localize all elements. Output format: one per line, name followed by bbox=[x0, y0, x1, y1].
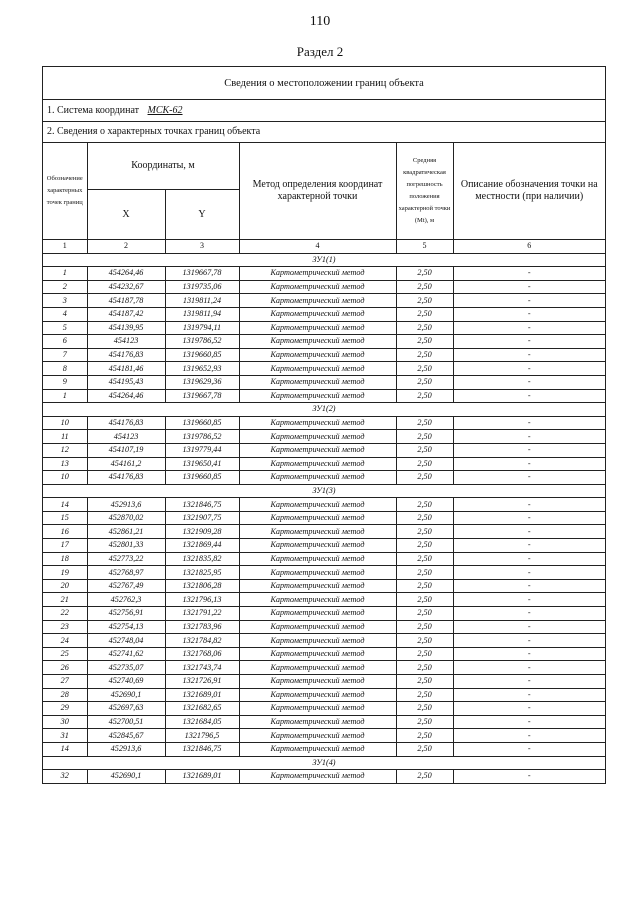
table-cell: 17 bbox=[43, 539, 87, 553]
table-cell: 452700,51 bbox=[87, 715, 165, 729]
table-cell: 454264,46 bbox=[87, 389, 165, 403]
header-method: Метод определения координат характерной точки bbox=[239, 143, 396, 240]
table-cell: 454187,78 bbox=[87, 294, 165, 308]
table-cell: 1319811,24 bbox=[165, 294, 239, 308]
table-row bbox=[43, 634, 605, 648]
table-cell: Картометрический метод bbox=[239, 634, 396, 648]
table-cell: 2,50 bbox=[396, 307, 453, 321]
table-cell: 2,50 bbox=[396, 552, 453, 566]
table-cell: 452735,07 bbox=[87, 661, 165, 675]
table-cell: 1321768,06 bbox=[165, 647, 239, 661]
coord-system-label: 1. Система координат bbox=[47, 105, 140, 116]
table-cell: Картометрический метод bbox=[239, 566, 396, 580]
table-cell: 13 bbox=[43, 457, 87, 471]
table-cell: 1319652,93 bbox=[165, 362, 239, 376]
table-cell: 28 bbox=[43, 688, 87, 702]
column-numbers-row bbox=[43, 240, 605, 254]
form-title: Сведения о местоположении границ объекта bbox=[43, 67, 605, 100]
column-number: 1 bbox=[43, 240, 87, 254]
section-heading: Раздел 2 bbox=[296, 44, 344, 59]
table-cell: 1319794,11 bbox=[165, 321, 239, 335]
table-cell: 2,50 bbox=[396, 430, 453, 444]
table-row bbox=[43, 511, 605, 525]
group-label: ЗУ1(1) bbox=[43, 253, 605, 267]
table-cell: 16 bbox=[43, 525, 87, 539]
table-cell: 452697,63 bbox=[87, 702, 165, 716]
group-label: ЗУ1(3) bbox=[43, 484, 605, 498]
table-cell: 2,50 bbox=[396, 267, 453, 281]
table-cell: 2,50 bbox=[396, 335, 453, 349]
table-row bbox=[43, 552, 605, 566]
table-cell: 1319667,78 bbox=[165, 267, 239, 281]
table-cell: Картометрический метод bbox=[239, 742, 396, 756]
table-row bbox=[43, 457, 605, 471]
table-cell: 452913,6 bbox=[87, 742, 165, 756]
table-row bbox=[43, 430, 605, 444]
table-cell: 2,50 bbox=[396, 362, 453, 376]
table-cell: 1321846,75 bbox=[165, 498, 239, 512]
table-row bbox=[43, 661, 605, 675]
table-row bbox=[43, 471, 605, 485]
table-cell: 452861,21 bbox=[87, 525, 165, 539]
table-cell: - bbox=[453, 335, 605, 349]
table-cell: 2,50 bbox=[396, 498, 453, 512]
table-cell: 1321825,95 bbox=[165, 566, 239, 580]
table-cell: 2,50 bbox=[396, 742, 453, 756]
header-point-id: Обозначение характерных точек границ bbox=[43, 143, 87, 240]
table-cell: 454176,83 bbox=[87, 348, 165, 362]
table-cell: 452870,02 bbox=[87, 511, 165, 525]
header-coordinates: Координаты, м bbox=[87, 143, 239, 190]
table-cell: 1319786,52 bbox=[165, 430, 239, 444]
table-cell: 454187,42 bbox=[87, 307, 165, 321]
table-cell: 4 bbox=[43, 307, 87, 321]
header-y: Y bbox=[165, 190, 239, 240]
page-number: 110 bbox=[309, 14, 331, 29]
table-cell: 2,50 bbox=[396, 729, 453, 743]
table-cell: - bbox=[453, 375, 605, 389]
group-label: ЗУ1(4) bbox=[43, 756, 605, 770]
table-cell: 3 bbox=[43, 294, 87, 308]
table-row bbox=[43, 280, 605, 294]
table-cell: - bbox=[453, 688, 605, 702]
table-cell: Картометрический метод bbox=[239, 511, 396, 525]
table-cell: 454139,95 bbox=[87, 321, 165, 335]
table-cell: 10 bbox=[43, 416, 87, 430]
table-cell: 2,50 bbox=[396, 661, 453, 675]
table-cell: - bbox=[453, 471, 605, 485]
table-cell: - bbox=[453, 511, 605, 525]
table-cell: 1321689,01 bbox=[165, 688, 239, 702]
table-cell: 2,50 bbox=[396, 675, 453, 689]
table-cell: 454181,46 bbox=[87, 362, 165, 376]
table-cell: 452754,13 bbox=[87, 620, 165, 634]
table-cell: - bbox=[453, 593, 605, 607]
table-cell: 1319786,52 bbox=[165, 335, 239, 349]
table-row bbox=[43, 566, 605, 580]
table-cell: Картометрический метод bbox=[239, 647, 396, 661]
table-cell: 25 bbox=[43, 647, 87, 661]
table-cell: Картометрический метод bbox=[239, 280, 396, 294]
table-cell: Картометрический метод bbox=[239, 525, 396, 539]
table-cell: 454176,83 bbox=[87, 471, 165, 485]
table-cell: Картометрический метод bbox=[239, 688, 396, 702]
table-cell: 2,50 bbox=[396, 294, 453, 308]
table-cell: - bbox=[453, 539, 605, 553]
table-cell: Картометрический метод bbox=[239, 539, 396, 553]
table-cell: 452767,49 bbox=[87, 579, 165, 593]
coord-system-row bbox=[43, 100, 605, 122]
table-row bbox=[43, 593, 605, 607]
table-cell: 1319629,36 bbox=[165, 375, 239, 389]
table-cell: - bbox=[453, 267, 605, 281]
table-cell: 454123 bbox=[87, 430, 165, 444]
header-x: X bbox=[87, 190, 165, 240]
table-row bbox=[43, 321, 605, 335]
table-cell: 1319811,94 bbox=[165, 307, 239, 321]
group-row bbox=[43, 253, 605, 267]
table-cell: 1321791,22 bbox=[165, 607, 239, 621]
table-cell: - bbox=[453, 321, 605, 335]
table-cell: Картометрический метод bbox=[239, 770, 396, 783]
table-cell: 452741,62 bbox=[87, 647, 165, 661]
table-cell: - bbox=[453, 770, 605, 783]
table-cell: 454232,67 bbox=[87, 280, 165, 294]
table-cell: - bbox=[453, 389, 605, 403]
table-cell: 2,50 bbox=[396, 321, 453, 335]
table-cell: Картометрический метод bbox=[239, 675, 396, 689]
table-row bbox=[43, 389, 605, 403]
table-cell: - bbox=[453, 729, 605, 743]
table-cell: 1321806,28 bbox=[165, 579, 239, 593]
table-cell: Картометрический метод bbox=[239, 416, 396, 430]
table-row bbox=[43, 443, 605, 457]
table-cell: - bbox=[453, 362, 605, 376]
table-cell: Картометрический метод bbox=[239, 471, 396, 485]
table-row bbox=[43, 539, 605, 553]
table-cell: 2,50 bbox=[396, 511, 453, 525]
table-cell: 454195,43 bbox=[87, 375, 165, 389]
header-error: Средняя квадратическая погрешность положения характерной точки (Mt), м bbox=[396, 143, 453, 240]
table-cell: 14 bbox=[43, 742, 87, 756]
table-cell: 10 bbox=[43, 471, 87, 485]
points-heading: 2. Сведения о характерных точках границ объекта bbox=[47, 126, 261, 137]
column-number: 4 bbox=[239, 240, 396, 254]
table-cell: Картометрический метод bbox=[239, 552, 396, 566]
table-row bbox=[43, 715, 605, 729]
table-cell: Картометрический метод bbox=[239, 321, 396, 335]
table-cell: 452913,6 bbox=[87, 498, 165, 512]
table-row bbox=[43, 307, 605, 321]
boundary-form bbox=[42, 66, 606, 784]
table-cell: - bbox=[453, 430, 605, 444]
table-cell: Картометрический метод bbox=[239, 335, 396, 349]
table-cell: 452768,97 bbox=[87, 566, 165, 580]
table-cell: - bbox=[453, 620, 605, 634]
table-cell: 2,50 bbox=[396, 593, 453, 607]
table-cell: 2,50 bbox=[396, 620, 453, 634]
table-cell: 452748,04 bbox=[87, 634, 165, 648]
table-cell: 1 bbox=[43, 389, 87, 403]
table-cell: - bbox=[453, 647, 605, 661]
table-cell: 8 bbox=[43, 362, 87, 376]
table-cell: 2,50 bbox=[396, 647, 453, 661]
table-cell: 22 bbox=[43, 607, 87, 621]
table-cell: 15 bbox=[43, 511, 87, 525]
table-cell: 1321784,82 bbox=[165, 634, 239, 648]
table-cell: 26 bbox=[43, 661, 87, 675]
table-cell: Картометрический метод bbox=[239, 307, 396, 321]
table-cell: 29 bbox=[43, 702, 87, 716]
table-cell: 2,50 bbox=[396, 770, 453, 783]
table-cell: 9 bbox=[43, 375, 87, 389]
table-cell: - bbox=[453, 566, 605, 580]
table-cell: 452740,69 bbox=[87, 675, 165, 689]
table-cell: 21 bbox=[43, 593, 87, 607]
table-row bbox=[43, 525, 605, 539]
table-row bbox=[43, 702, 605, 716]
table-cell: - bbox=[453, 675, 605, 689]
table-cell: 32 bbox=[43, 770, 87, 783]
table-cell: 1321726,91 bbox=[165, 675, 239, 689]
table-cell: - bbox=[453, 280, 605, 294]
group-row bbox=[43, 403, 605, 417]
table-row bbox=[43, 675, 605, 689]
table-cell: 452690,1 bbox=[87, 770, 165, 783]
table-cell: 1319660,85 bbox=[165, 416, 239, 430]
table-cell: 1321783,96 bbox=[165, 620, 239, 634]
table-cell: 452845,67 bbox=[87, 729, 165, 743]
table-cell: 20 bbox=[43, 579, 87, 593]
table-cell: Картометрический метод bbox=[239, 389, 396, 403]
table-cell: 2,50 bbox=[396, 416, 453, 430]
table-cell: - bbox=[453, 702, 605, 716]
table-cell: - bbox=[453, 579, 605, 593]
column-number: 2 bbox=[87, 240, 165, 254]
table-cell: 7 bbox=[43, 348, 87, 362]
table-cell: 2,50 bbox=[396, 348, 453, 362]
table-cell: 1321689,01 bbox=[165, 770, 239, 783]
column-number: 5 bbox=[396, 240, 453, 254]
table-cell: 2,50 bbox=[396, 688, 453, 702]
table-cell: 2,50 bbox=[396, 457, 453, 471]
table-cell: 1321846,75 bbox=[165, 742, 239, 756]
group-label: ЗУ1(2) bbox=[43, 403, 605, 417]
table-row bbox=[43, 335, 605, 349]
points-table bbox=[43, 142, 605, 783]
table-cell: 1321743,74 bbox=[165, 661, 239, 675]
table-row bbox=[43, 770, 605, 783]
table-cell: 2,50 bbox=[396, 443, 453, 457]
group-row bbox=[43, 756, 605, 770]
table-cell: 2,50 bbox=[396, 375, 453, 389]
table-cell: 2,50 bbox=[396, 389, 453, 403]
table-cell: 5 bbox=[43, 321, 87, 335]
table-cell: 1321835,82 bbox=[165, 552, 239, 566]
table-cell: - bbox=[453, 634, 605, 648]
table-cell: 2,50 bbox=[396, 471, 453, 485]
table-cell: 2,50 bbox=[396, 579, 453, 593]
table-cell: 31 bbox=[43, 729, 87, 743]
table-cell: 452756,91 bbox=[87, 607, 165, 621]
table-cell: Картометрический метод bbox=[239, 593, 396, 607]
table-cell: 24 bbox=[43, 634, 87, 648]
table-cell: 1321682,65 bbox=[165, 702, 239, 716]
table-row bbox=[43, 348, 605, 362]
table-cell: 14 bbox=[43, 498, 87, 512]
table-row bbox=[43, 729, 605, 743]
table-cell: Картометрический метод bbox=[239, 375, 396, 389]
table-row bbox=[43, 498, 605, 512]
table-cell: 1321796,5 bbox=[165, 729, 239, 743]
table-cell: Картометрический метод bbox=[239, 457, 396, 471]
table-row bbox=[43, 607, 605, 621]
table-cell: 1321796,13 bbox=[165, 593, 239, 607]
group-row bbox=[43, 484, 605, 498]
table-cell: 452801,33 bbox=[87, 539, 165, 553]
table-row bbox=[43, 375, 605, 389]
table-row bbox=[43, 362, 605, 376]
table-row bbox=[43, 267, 605, 281]
table-cell: 452690,1 bbox=[87, 688, 165, 702]
table-cell: 19 bbox=[43, 566, 87, 580]
table-cell: 2,50 bbox=[396, 702, 453, 716]
table-cell: 454161,2 bbox=[87, 457, 165, 471]
table-cell: 30 bbox=[43, 715, 87, 729]
table-cell: 12 bbox=[43, 443, 87, 457]
table-cell: 1319667,78 bbox=[165, 389, 239, 403]
table-cell: 1319735,06 bbox=[165, 280, 239, 294]
table-cell: 452762,3 bbox=[87, 593, 165, 607]
table-cell: - bbox=[453, 715, 605, 729]
table-cell: - bbox=[453, 552, 605, 566]
table-row bbox=[43, 579, 605, 593]
points-table-body bbox=[43, 143, 605, 783]
table-cell: 1319660,85 bbox=[165, 471, 239, 485]
table-cell: 11 bbox=[43, 430, 87, 444]
table-cell: 2,50 bbox=[396, 715, 453, 729]
table-cell: 454107,19 bbox=[87, 443, 165, 457]
table-cell: - bbox=[453, 443, 605, 457]
table-cell: 2,50 bbox=[396, 280, 453, 294]
coord-system-value: МСК-62 bbox=[147, 105, 183, 116]
table-cell: 2 bbox=[43, 280, 87, 294]
table-cell: 2,50 bbox=[396, 566, 453, 580]
table-cell: 454123 bbox=[87, 335, 165, 349]
table-cell: - bbox=[453, 525, 605, 539]
column-number: 3 bbox=[165, 240, 239, 254]
table-cell: Картометрический метод bbox=[239, 661, 396, 675]
table-cell: Картометрический метод bbox=[239, 348, 396, 362]
table-cell: 27 bbox=[43, 675, 87, 689]
table-cell: 2,50 bbox=[396, 525, 453, 539]
table-cell: Картометрический метод bbox=[239, 430, 396, 444]
table-cell: Картометрический метод bbox=[239, 498, 396, 512]
table-cell: - bbox=[453, 742, 605, 756]
table-cell: 2,50 bbox=[396, 539, 453, 553]
table-cell: 1319660,85 bbox=[165, 348, 239, 362]
table-row bbox=[43, 620, 605, 634]
table-cell: 454176,83 bbox=[87, 416, 165, 430]
table-cell: Картометрический метод bbox=[239, 443, 396, 457]
table-cell: 6 bbox=[43, 335, 87, 349]
table-cell: Картометрический метод bbox=[239, 579, 396, 593]
table-cell: - bbox=[453, 457, 605, 471]
table-cell: 2,50 bbox=[396, 607, 453, 621]
table-row bbox=[43, 742, 605, 756]
table-cell: Картометрический метод bbox=[239, 729, 396, 743]
table-row bbox=[43, 416, 605, 430]
table-cell: Картометрический метод bbox=[239, 294, 396, 308]
table-cell: 18 bbox=[43, 552, 87, 566]
table-cell: Картометрический метод bbox=[239, 362, 396, 376]
table-row bbox=[43, 647, 605, 661]
table-cell: 1319779,44 bbox=[165, 443, 239, 457]
table-cell: 452773,22 bbox=[87, 552, 165, 566]
table-cell: 2,50 bbox=[396, 634, 453, 648]
header-row-1 bbox=[43, 143, 605, 190]
table-cell: 1321909,28 bbox=[165, 525, 239, 539]
table-cell: - bbox=[453, 307, 605, 321]
header-description: Описание обозначения точки на местности (при наличии) bbox=[453, 143, 605, 240]
table-cell: Картометрический метод bbox=[239, 702, 396, 716]
table-cell: 1319650,41 bbox=[165, 457, 239, 471]
table-cell: - bbox=[453, 661, 605, 675]
table-cell: 23 bbox=[43, 620, 87, 634]
table-cell: 1321869,44 bbox=[165, 539, 239, 553]
table-cell: 1321907,75 bbox=[165, 511, 239, 525]
table-cell: 1 bbox=[43, 267, 87, 281]
column-number: 6 bbox=[453, 240, 605, 254]
table-cell: 1321684,05 bbox=[165, 715, 239, 729]
table-cell: 454264,46 bbox=[87, 267, 165, 281]
table-row bbox=[43, 294, 605, 308]
table-cell: - bbox=[453, 294, 605, 308]
table-cell: Картометрический метод bbox=[239, 607, 396, 621]
table-row bbox=[43, 688, 605, 702]
table-cell: Картометрический метод bbox=[239, 715, 396, 729]
table-cell: - bbox=[453, 498, 605, 512]
table-cell: Картометрический метод bbox=[239, 620, 396, 634]
table-cell: - bbox=[453, 416, 605, 430]
table-cell: Картометрический метод bbox=[239, 267, 396, 281]
table-cell: - bbox=[453, 348, 605, 362]
table-cell: - bbox=[453, 607, 605, 621]
